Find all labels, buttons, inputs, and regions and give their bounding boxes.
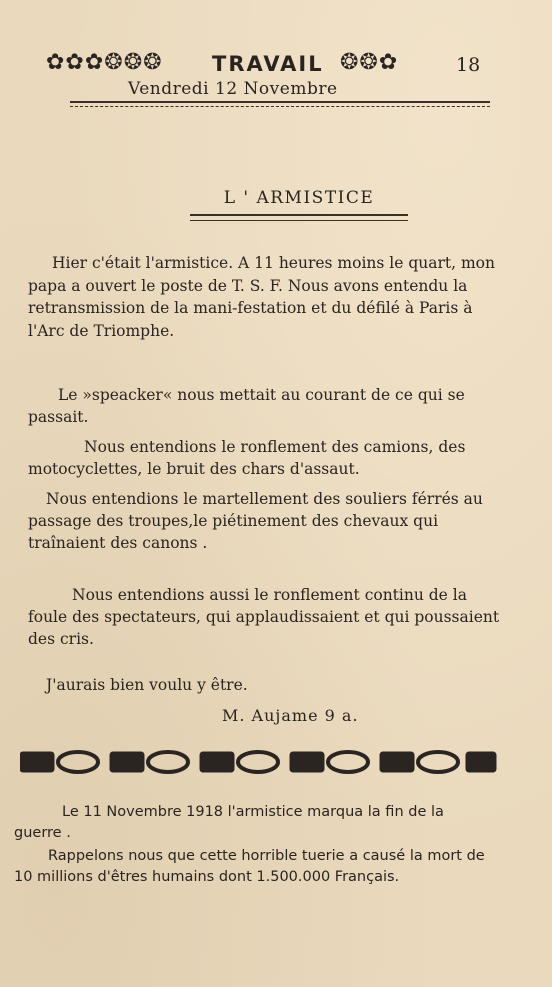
article-paragraph-5: Nous entendions aussi le ronflement continu de la foule des spectateurs, qui applaudissaient et qui poussaient des cris. <box>28 586 500 648</box>
article-paragraph-6: J'aurais bien voulu y être. <box>46 676 248 694</box>
journal-title: TRAVAIL <box>212 52 324 76</box>
ornament-right: ❂❂✿ <box>340 50 399 75</box>
title-underline <box>190 214 408 216</box>
page-header <box>40 44 510 124</box>
article-paragraph-1: Hier c'était l'armistice. A 11 heures moins le quart, mon papa a ouvert le poste de T. S. F. Nous avons entendu la retransmission de la mani-festation et du défilé à Paris à l'Arc de Triomphe. <box>28 254 495 340</box>
header-rule <box>70 101 490 103</box>
issue-date: Vendredi 12 Novembre <box>128 79 338 99</box>
author-signature: M. Aujame 9 a. <box>222 706 359 725</box>
article-paragraph-4: Nous entendions le martellement des souliers férrés au passage des troupes,le piétinement des chevaux qui traînaient des canons . <box>28 490 483 552</box>
note-paragraph-2: Rappelons nous que cette horrible tuerie a causé la mort de 10 millions d'êtres humains dont 1.500.000 Français. <box>14 848 485 885</box>
flower-ornament-1 <box>20 752 54 772</box>
article-paragraph-2: Le »speacker« nous mettait au courant de ce qui se passait. <box>28 386 465 426</box>
ornamental-divider <box>20 746 500 780</box>
note-paragraph-1: Le 11 Novembre 1918 l'armistice marqua la fin de la guerre . <box>14 804 444 841</box>
header-rule-dashed <box>70 106 490 107</box>
article-paragraph-3: Nous entendions le ronflement des camions, des motocyclettes, le bruit des chars d'assaut. <box>28 438 466 478</box>
article-title: L ' ARMISTICE <box>223 188 375 208</box>
title-underline-thin <box>190 220 408 221</box>
ornament-left: ✿✿✿❂❂❂ <box>46 50 163 75</box>
page-number: 18 <box>456 54 481 76</box>
